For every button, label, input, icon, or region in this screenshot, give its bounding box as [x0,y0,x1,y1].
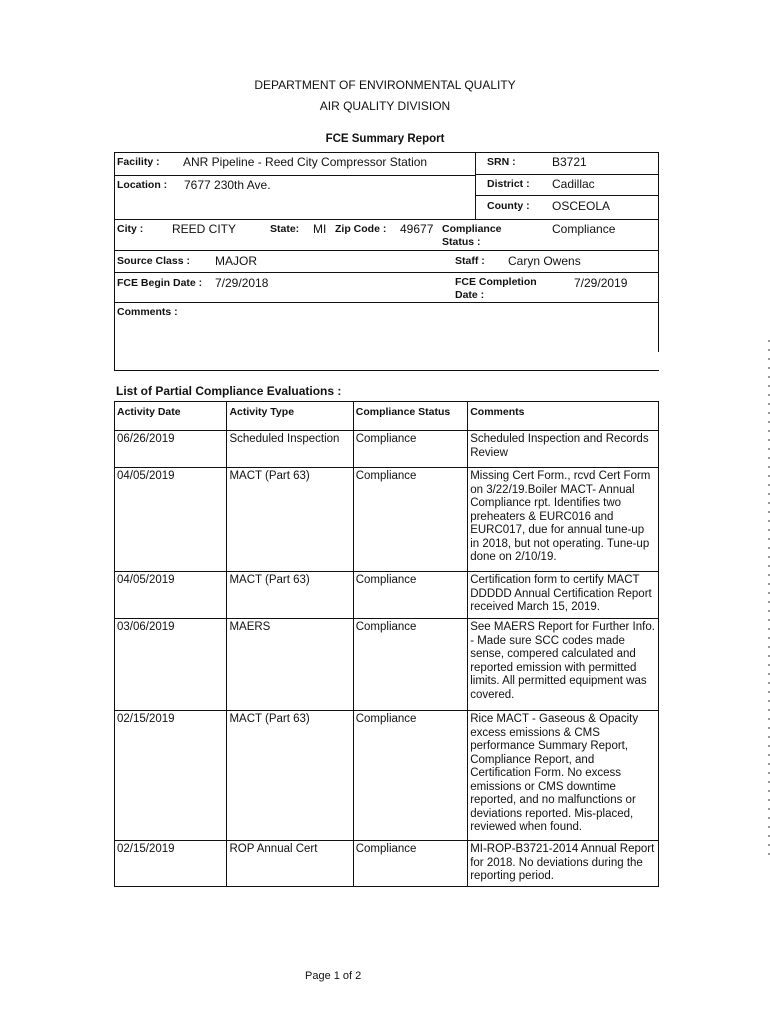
source-class-label: Source Class : [117,255,190,267]
activity-type: MACT (Part 63) [227,572,353,619]
header-comments: Comments [468,402,659,431]
activity-type: Scheduled Inspection [227,431,353,468]
facility-value: ANR Pipeline - Reed City Compressor Station [183,155,428,169]
division-title: AIR QUALITY DIVISION [319,99,451,113]
table-row [115,711,659,841]
facility-label: Facility : [117,156,160,168]
header-activity-type: Activity Type [227,402,353,431]
department-title: DEPARTMENT OF ENVIRONMENTAL QUALITY [254,78,516,92]
state-label: State: [270,223,300,235]
table-row [115,431,659,468]
srn-label: SRN : [487,156,516,168]
city-value: REED CITY [172,222,237,236]
summary-bottom-border [114,370,659,371]
activity-date: 02/15/2019 [115,841,227,887]
report-title: FCE Summary Report [325,133,445,145]
row-line [114,175,475,176]
activity-date: 04/05/2019 [115,572,227,619]
county-value: OSCEOLA [552,199,611,213]
state-value: MI [313,222,327,236]
activity-date: 04/05/2019 [115,468,227,572]
activity-type: MACT (Part 63) [227,711,353,841]
location-value: 7677 230th Ave. [184,178,271,192]
staff-label: Staff : [455,255,485,267]
location-label: Location : [117,179,168,191]
source-class-value: MAJOR [215,254,257,268]
row-line [114,250,659,251]
row-line [114,272,659,273]
table-row [115,468,659,572]
row-line [114,219,659,220]
row-line [475,174,659,175]
county-label: County : [487,200,530,212]
city-label: City : [117,223,144,235]
table-row [115,841,659,887]
comments: Missing Cert Form., rcvd Cert Form on 3/22/19.Boiler MACT- Annual Compliance rpt. Identifies two preheaters & EURC016 and EURC017, due for annual tune-up in 2018, but not operating. Tune-up done on 2/10/19. [468,468,659,572]
compliance-status: Compliance [353,711,467,841]
table-row [115,619,659,711]
comments: Scheduled Inspection and Records Review [468,431,659,468]
fce-completion-value: 7/29/2019 [574,276,628,290]
table-row [115,572,659,619]
compliance-status-value: Compliance [552,222,616,236]
zip-value: 49677 [400,222,434,236]
district-value: Cadillac [552,177,595,191]
staff-value: Caryn Owens [508,254,581,268]
compliance-status-label: Compliance [442,223,502,235]
row-line [475,195,659,196]
row-line [114,302,659,303]
activity-date: 02/15/2019 [115,711,227,841]
comments: Certification form to certify MACT DDDDD Annual Certification Report received March 15, 2019. [468,572,659,619]
fce-completion-label-2: Date : [455,289,485,301]
summary-left-border [114,152,115,371]
activity-type: MACT (Part 63) [227,468,353,572]
compliance-status: Compliance [353,572,467,619]
compliance-status: Compliance [353,468,467,572]
comments: See MAERS Report for Further Info. - Made sure SCC codes made sense, compered calculated and reported emission with permitted limits. All permitted equipment was covered. [468,619,659,711]
pce-table [114,401,659,887]
compliance-status-label-2: Status : [442,236,481,248]
activity-date: 03/06/2019 [115,619,227,711]
comments-label: Comments : [117,306,178,318]
comments: Rice MACT - Gaseous & Opacity excess emissions & CMS performance Summary Report, Compliance Report, and Certification Form. No excess emissions or CMS downtime reported, and no malfunctions or deviations reported. Mis-placed, reviewed when found. [468,711,659,841]
summary-divider [475,152,476,219]
pce-header-row [115,402,659,431]
compliance-status: Compliance [353,841,467,887]
compliance-status: Compliance [353,431,467,468]
header-compliance-status: Compliance Status [353,402,467,431]
srn-value: B3721 [552,155,587,169]
activity-type: MAERS [227,619,353,711]
activity-type: ROP Annual Cert [227,841,353,887]
page-number: Page 1 of 2 [305,970,362,982]
comments: MI-ROP-B3721-2014 Annual Report for 2018. No deviations during the reporting period. [468,841,659,887]
fce-completion-label: FCE Completion [455,276,537,288]
activity-date: 06/26/2019 [115,431,227,468]
compliance-status: Compliance [353,619,467,711]
summary-top-border [114,152,659,153]
pce-section-title: List of Partial Compliance Evaluations : [116,384,342,398]
summary-right-border [658,152,659,352]
header-activity-date: Activity Date [115,402,227,431]
fce-begin-label: FCE Begin Date : [117,277,203,289]
fce-begin-value: 7/29/2018 [215,276,269,290]
zip-label: Zip Code : [335,223,387,235]
district-label: District : [487,178,530,190]
